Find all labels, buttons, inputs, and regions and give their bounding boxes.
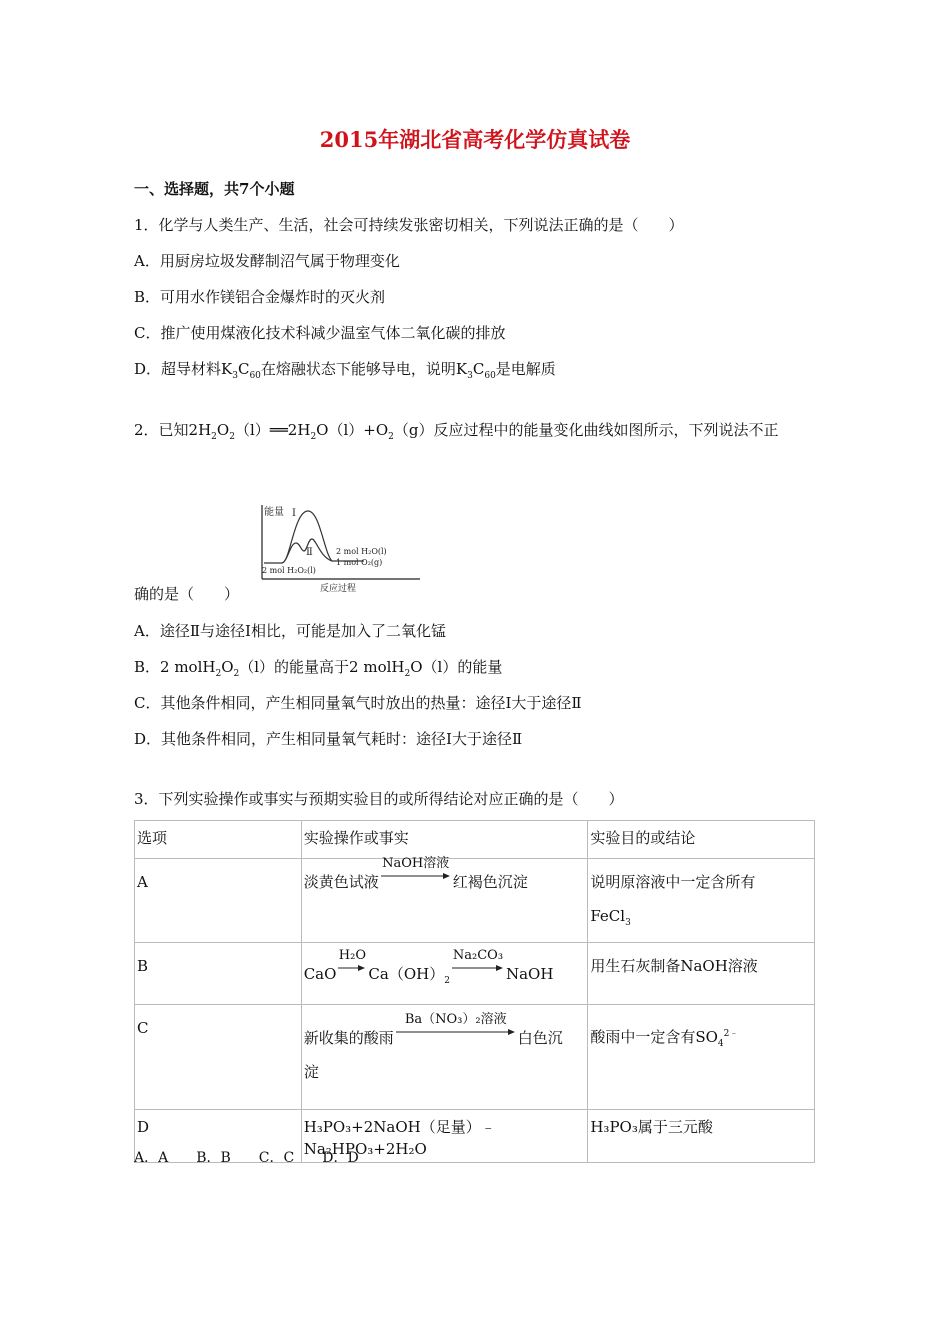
header-conclusion: 实验目的或结论 [588, 821, 815, 859]
q1-stem: 1．化学与人类生产、生活，社会可持续发张密切相关，下列说法正确的是（ ） [134, 216, 684, 234]
table-row [135, 943, 815, 1005]
q3-table [134, 820, 815, 1163]
q1-option-a: A．用厨房垃圾发酵制沼气属于物理变化 [134, 252, 400, 270]
q1-option-c: C．推广使用煤液化技术科减少温室气体二氧化碳的排放 [134, 324, 506, 342]
x-axis-label: 反应过程 [320, 584, 357, 594]
row-a-operation: 淡黄色试液 NaOH溶液 红褐色沉淀 [301, 859, 588, 943]
reaction-arrow: Ba（NO₃）₂溶液 [394, 1013, 518, 1037]
header-operation: 实验操作或事实 [301, 821, 588, 859]
q3-stem: 3．下列实验操作或事实与预期实验目的或所得结论对应正确的是（ ） [134, 790, 624, 808]
q2-stem: 2．已知$2H_2O_2(l)══2H_2O(l)+O_2(g)$反应过程中的能量变化曲线如图所示，下列说法不正 [134, 421, 779, 442]
q3-answer-options: A．A B．B C．C D．D [134, 1150, 359, 1166]
reaction-arrow: NaOH溶液 [379, 857, 453, 881]
q2-option-a: A．途径Ⅱ与途径Ⅰ相比，可能是加入了二氧化锰 [134, 622, 446, 640]
row-a-conclusion: 说明原溶液中一定含所有 FeCl$_3$ [588, 859, 815, 943]
row-a-option: A [135, 859, 302, 943]
row-c-operation: 新收集的酸雨 Ba（NO₃）₂溶液 白色沉 淀 [301, 1005, 588, 1110]
product-label-2: 1 mol O₂(g) [336, 558, 383, 567]
q1-option-d: D．超导材料$K_3C_{60}$在熔融状态下能够导电，说明$K_3C_{60}$是电解质 [134, 360, 556, 381]
reaction-arrow: H₂O [336, 949, 368, 973]
q2-option-c: C．其他条件相同，产生相同量氧气时放出的热量：途径Ⅰ大于途径Ⅱ [134, 694, 582, 712]
row-d-operation: H₃PO₃+2NaOH（足量）﹣Na₂HPO₃+2H₂O [301, 1110, 588, 1163]
q2-stem-cont: 确的是（ ） [134, 585, 240, 603]
path-2-label: Ⅱ [306, 547, 313, 558]
table-header-row [135, 821, 815, 859]
row-c-option: C [135, 1005, 302, 1110]
table-row [135, 1005, 815, 1110]
reaction-arrow: Na₂CO₃ [450, 949, 506, 973]
q2-option-b: B．2 $molH_2O_2(l)$的能量高于2 molH$_2$O（l）的能量 [134, 658, 503, 679]
reactant-label: 2 mol H₂O₂(l) [262, 566, 316, 575]
header-option: 选项 [135, 821, 302, 859]
product-label-1: 2 mol H₂O(l) [336, 547, 387, 556]
row-b-operation: CaO H₂O $Ca(OH)_2$ Na₂CO₃ NaOH [301, 943, 588, 1005]
energy-axis-label: 能量 [264, 507, 284, 518]
path-1-label: Ⅰ [292, 508, 296, 519]
page-title: 2015年湖北省高考化学仿真试卷 [319, 127, 631, 152]
table-row [135, 859, 815, 943]
q2-option-d: D．其他条件相同，产生相同量氧气耗时：途径Ⅰ大于途径Ⅱ [134, 730, 523, 748]
section-heading: 一、选择题，共7个小题 [134, 180, 295, 198]
energy-diagram [254, 503, 424, 595]
row-b-conclusion: 用生石灰制备NaOH溶液 [588, 943, 815, 1005]
row-b-option: B [135, 943, 302, 1005]
row-d-option: D [135, 1110, 302, 1163]
row-c-conclusion: 酸雨中一定含有$SO_4^{2﹣}$ [588, 1005, 815, 1110]
q1-option-b: B．可用水作镁铝合金爆炸时的灭火剂 [134, 288, 386, 306]
row-d-conclusion: H₃PO₃属于三元酸 [588, 1110, 815, 1163]
